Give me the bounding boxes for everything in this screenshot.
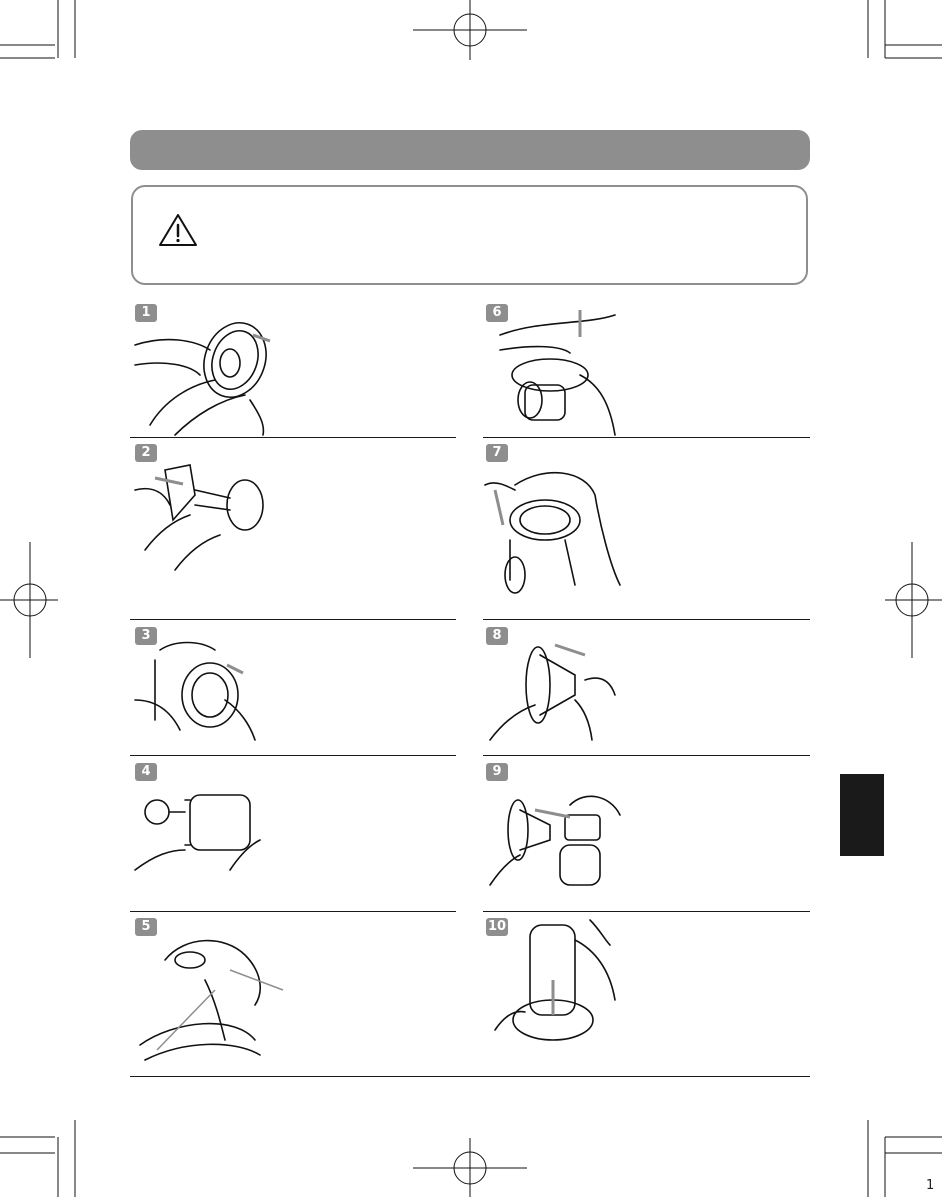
step-divider <box>483 437 810 438</box>
step-divider <box>130 619 456 620</box>
step-divider <box>483 911 810 912</box>
step-9-illustration <box>490 785 630 885</box>
step-7-illustration <box>485 465 625 595</box>
registration-crosshair-icon <box>885 542 942 658</box>
edge-mark: 1 <box>926 1178 935 1193</box>
warning-box <box>131 185 808 285</box>
crop-mark-top-right <box>868 0 942 58</box>
step-3-illustration <box>135 640 270 740</box>
step-number-7: 7 <box>486 444 508 462</box>
section-title-bar <box>130 130 810 170</box>
step-number-10: 10 <box>487 919 507 934</box>
crop-mark-top-left <box>0 0 75 58</box>
step-4-illustration <box>135 790 270 875</box>
registration-crosshair-icon <box>0 542 58 658</box>
step-number-1: 1 <box>135 304 157 322</box>
page-bottom-rule <box>130 1076 810 1077</box>
step-number-2: 2 <box>135 444 157 462</box>
registration-crosshair-icon <box>413 1138 527 1197</box>
step-2-illustration <box>135 460 265 575</box>
step-divider <box>483 619 810 620</box>
step-6-illustration <box>490 305 625 435</box>
step-number-9: 9 <box>486 763 508 781</box>
step-number-3: 3 <box>135 627 157 645</box>
step-8-illustration <box>490 640 630 740</box>
chapter-tab <box>840 774 884 856</box>
step-1-illustration <box>135 305 280 435</box>
step-number-4: 4 <box>135 763 157 781</box>
step-divider <box>483 755 810 756</box>
step-5-illustration <box>135 930 285 1070</box>
step-10-illustration <box>490 920 625 1050</box>
crop-mark-bottom-left <box>0 1120 75 1197</box>
step-number-5: 5 <box>135 918 157 936</box>
step-divider <box>130 911 456 912</box>
warning-triangle-icon <box>157 212 199 248</box>
registration-crosshair-icon <box>413 0 527 60</box>
step-number-8: 8 <box>486 627 508 645</box>
step-divider <box>130 755 456 756</box>
step-number-6: 6 <box>486 304 508 322</box>
step-divider <box>130 437 456 438</box>
